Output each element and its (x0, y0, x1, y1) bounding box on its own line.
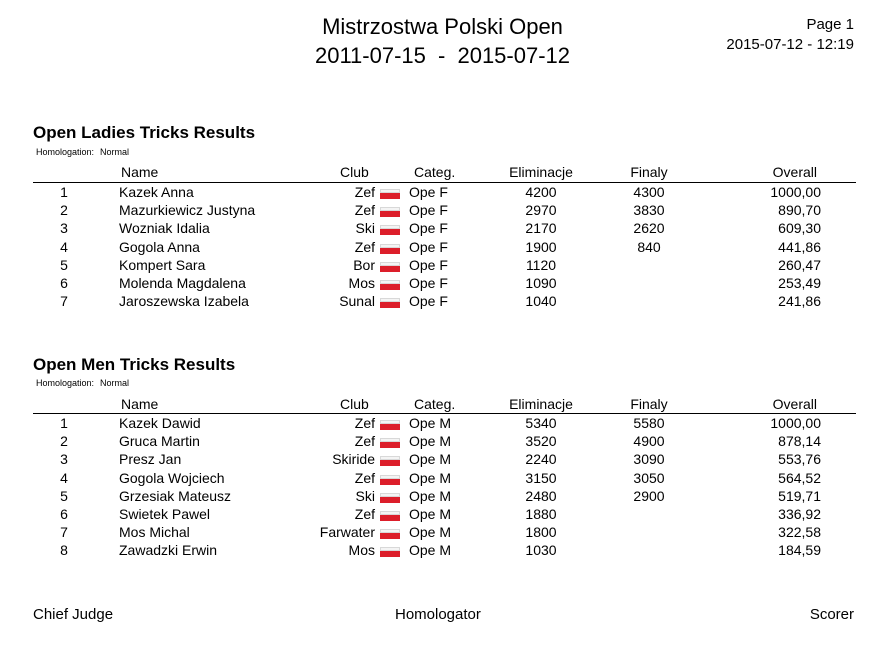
column-header-overall: Overall (772, 396, 817, 412)
category-cell: Ope F (409, 238, 448, 255)
rank-cell: 6 (60, 275, 68, 291)
finaly-cell: 5580 (633, 415, 665, 431)
column-header-finaly: Finaly (630, 164, 668, 180)
name-cell: Molenda Magdalena (119, 275, 246, 291)
name-cell: Swietek Pawel (119, 506, 211, 522)
club-cell: Farwater (319, 524, 375, 541)
table-row (0, 524, 889, 542)
eliminacje-cell: 4200 (525, 184, 557, 200)
name-cell: Wozniak Idalia (119, 220, 210, 237)
overall-cell: 890,70 (778, 202, 821, 219)
table-row (0, 184, 889, 202)
eliminacje-cell: 5340 (525, 415, 557, 431)
overall-cell: 322,58 (778, 524, 821, 541)
club-cell: Zef (354, 506, 375, 522)
category-cell: Ope F (409, 184, 448, 200)
scorer-label: Scorer (809, 606, 854, 623)
overall-cell: 878,14 (778, 433, 821, 450)
rank-cell: 1 (60, 415, 68, 431)
rank-cell: 4 (60, 238, 68, 255)
eliminacje-cell: 1040 (525, 293, 557, 310)
homologator-label: Homologator (395, 606, 481, 623)
club-cell: Mos (348, 542, 375, 559)
poland-flag-icon (380, 475, 400, 485)
category-cell: Ope M (409, 506, 452, 522)
club-cell: Zef (354, 238, 375, 255)
finaly-cell: 840 (637, 238, 661, 255)
finaly-cell: 3830 (633, 202, 665, 219)
poland-flag-icon (380, 420, 400, 430)
rank-cell: 6 (60, 506, 68, 522)
eliminacje-cell: 3520 (525, 433, 557, 450)
table-row (0, 415, 889, 433)
table-row (0, 293, 889, 311)
column-header-club: Club (340, 396, 369, 412)
table-row (0, 202, 889, 220)
category-cell: Ope F (409, 256, 448, 273)
category-cell: Ope M (409, 469, 452, 486)
column-header-name: Name (121, 396, 159, 412)
column-header-club: Club (340, 164, 369, 180)
club-cell: Mos (348, 275, 375, 291)
name-cell: Zawadzki Erwin (119, 542, 218, 559)
poland-flag-icon (380, 189, 400, 199)
poland-flag-icon (380, 207, 400, 217)
table-row (0, 239, 889, 257)
homologation-label: Homologation: (36, 147, 95, 157)
name-cell: Gogola Wojciech (119, 469, 225, 486)
club-cell: Skiride (332, 451, 375, 468)
overall-cell: 1000,00 (770, 415, 821, 431)
section-title: Open Ladies Tricks Results (33, 123, 256, 142)
page-number: Page 1 (806, 16, 854, 33)
name-cell: Kompert Sara (119, 256, 206, 273)
homologation (36, 147, 135, 157)
header-divider (33, 413, 856, 414)
overall-cell: 184,59 (778, 542, 821, 559)
overall-cell: 441,86 (778, 238, 821, 255)
poland-flag-icon (380, 547, 400, 557)
table-row (0, 257, 889, 275)
column-header-eliminacje: Eliminacje (509, 396, 573, 412)
column-header-categ: Categ. (414, 396, 456, 412)
document-title: Mistrzostwa Polski Open (322, 14, 563, 39)
poland-flag-icon (380, 438, 400, 448)
category-cell: Ope M (409, 542, 452, 559)
finaly-cell: 3090 (633, 451, 665, 468)
column-header-name: Name (121, 164, 159, 180)
rank-cell: 5 (60, 256, 68, 273)
eliminacje-cell: 2970 (525, 202, 557, 219)
club-cell: Ski (355, 487, 375, 504)
column-header-overall: Overall (772, 164, 817, 180)
overall-cell: 553,76 (778, 451, 821, 468)
eliminacje-cell: 2480 (525, 487, 557, 504)
overall-cell: 1000,00 (770, 184, 821, 200)
poland-flag-icon (380, 298, 400, 308)
overall-cell: 241,86 (778, 293, 821, 310)
eliminacje-cell: 1900 (525, 238, 557, 255)
poland-flag-icon (380, 511, 400, 521)
rank-cell: 5 (60, 487, 68, 504)
overall-cell: 253,49 (778, 275, 821, 291)
table-header (0, 164, 889, 182)
category-cell: Ope F (409, 293, 448, 310)
name-cell: Mazurkiewicz Justyna (119, 202, 256, 219)
eliminacje-cell: 2240 (525, 451, 557, 468)
club-cell: Bor (353, 256, 375, 273)
category-cell: Ope F (409, 202, 448, 219)
eliminacje-cell: 2170 (525, 220, 557, 237)
overall-cell: 519,71 (778, 487, 821, 504)
chief-judge-label: Chief Judge (33, 606, 114, 623)
eliminacje-cell: 1120 (525, 256, 557, 273)
date-from: 2011-07-15 (314, 43, 426, 68)
finaly-cell: 2620 (633, 220, 665, 237)
table-row (0, 506, 889, 524)
rank-cell: 2 (60, 433, 68, 450)
rank-cell: 2 (60, 202, 68, 219)
date-separator: - (438, 43, 446, 68)
column-header-eliminacje: Eliminacje (509, 164, 573, 180)
rank-cell: 7 (60, 524, 68, 541)
club-cell: Zef (354, 469, 375, 486)
club-cell: Zef (354, 184, 375, 200)
poland-flag-icon (380, 529, 400, 539)
category-cell: Ope F (409, 275, 448, 291)
name-cell: Kazek Dawid (119, 415, 201, 431)
club-cell: Zef (354, 415, 375, 431)
category-cell: Ope M (409, 433, 452, 450)
category-cell: Ope M (409, 524, 452, 541)
poland-flag-icon (380, 244, 400, 254)
eliminacje-cell: 3150 (525, 469, 557, 486)
date-to: 2015-07-12 (457, 43, 571, 68)
column-header-categ: Categ. (414, 164, 456, 180)
rank-cell: 7 (60, 293, 68, 310)
name-cell: Presz Jan (119, 451, 182, 468)
club-cell: Zef (354, 433, 375, 450)
table-row (0, 451, 889, 469)
name-cell: Grzesiak Mateusz (119, 487, 232, 504)
header-divider (33, 182, 856, 183)
poland-flag-icon (380, 225, 400, 235)
name-cell: Gruca Martin (119, 433, 200, 450)
table-row (0, 470, 889, 488)
poland-flag-icon (380, 280, 400, 290)
table-row (0, 542, 889, 560)
category-cell: Ope M (409, 415, 452, 431)
overall-cell: 336,92 (778, 506, 821, 522)
table-header (0, 396, 889, 414)
category-cell: Ope F (409, 220, 448, 237)
name-cell: Kazek Anna (119, 184, 194, 200)
finaly-cell: 4300 (633, 184, 665, 200)
overall-cell: 260,47 (778, 256, 821, 273)
table-row (0, 488, 889, 506)
name-cell: Mos Michal (119, 524, 190, 541)
finaly-cell: 4900 (633, 433, 665, 450)
club-cell: Zef (354, 202, 375, 219)
category-cell: Ope M (409, 487, 452, 504)
eliminacje-cell: 1880 (525, 506, 557, 522)
rank-cell: 3 (60, 451, 68, 468)
section-title: Open Men Tricks Results (33, 355, 236, 374)
homologation (36, 378, 135, 388)
rank-cell: 8 (60, 542, 68, 559)
name-cell: Gogola Anna (119, 238, 200, 255)
column-header-finaly: Finaly (630, 396, 668, 412)
poland-flag-icon (380, 493, 400, 503)
finaly-cell: 3050 (633, 469, 665, 486)
club-cell: Sunal (339, 293, 375, 310)
homologation-value: Normal (100, 147, 130, 157)
finaly-cell: 2900 (633, 487, 665, 504)
table-row (0, 220, 889, 238)
overall-cell: 564,52 (778, 469, 821, 486)
eliminacje-cell: 1800 (525, 524, 557, 541)
homologation-value: Normal (100, 378, 130, 388)
rank-cell: 3 (60, 220, 68, 237)
rank-cell: 1 (60, 184, 68, 200)
overall-cell: 609,30 (778, 220, 821, 237)
category-cell: Ope M (409, 451, 452, 468)
rank-cell: 4 (60, 469, 68, 486)
poland-flag-icon (380, 262, 400, 272)
homologation-label: Homologation: (36, 378, 95, 388)
club-cell: Ski (355, 220, 375, 237)
table-row (0, 433, 889, 451)
eliminacje-cell: 1030 (525, 542, 557, 559)
eliminacje-cell: 1090 (525, 275, 557, 291)
print-timestamp: 2015-07-12 - 12:19 (726, 36, 854, 53)
name-cell: Jaroszewska Izabela (119, 293, 249, 310)
poland-flag-icon (380, 456, 400, 466)
table-row (0, 275, 889, 293)
